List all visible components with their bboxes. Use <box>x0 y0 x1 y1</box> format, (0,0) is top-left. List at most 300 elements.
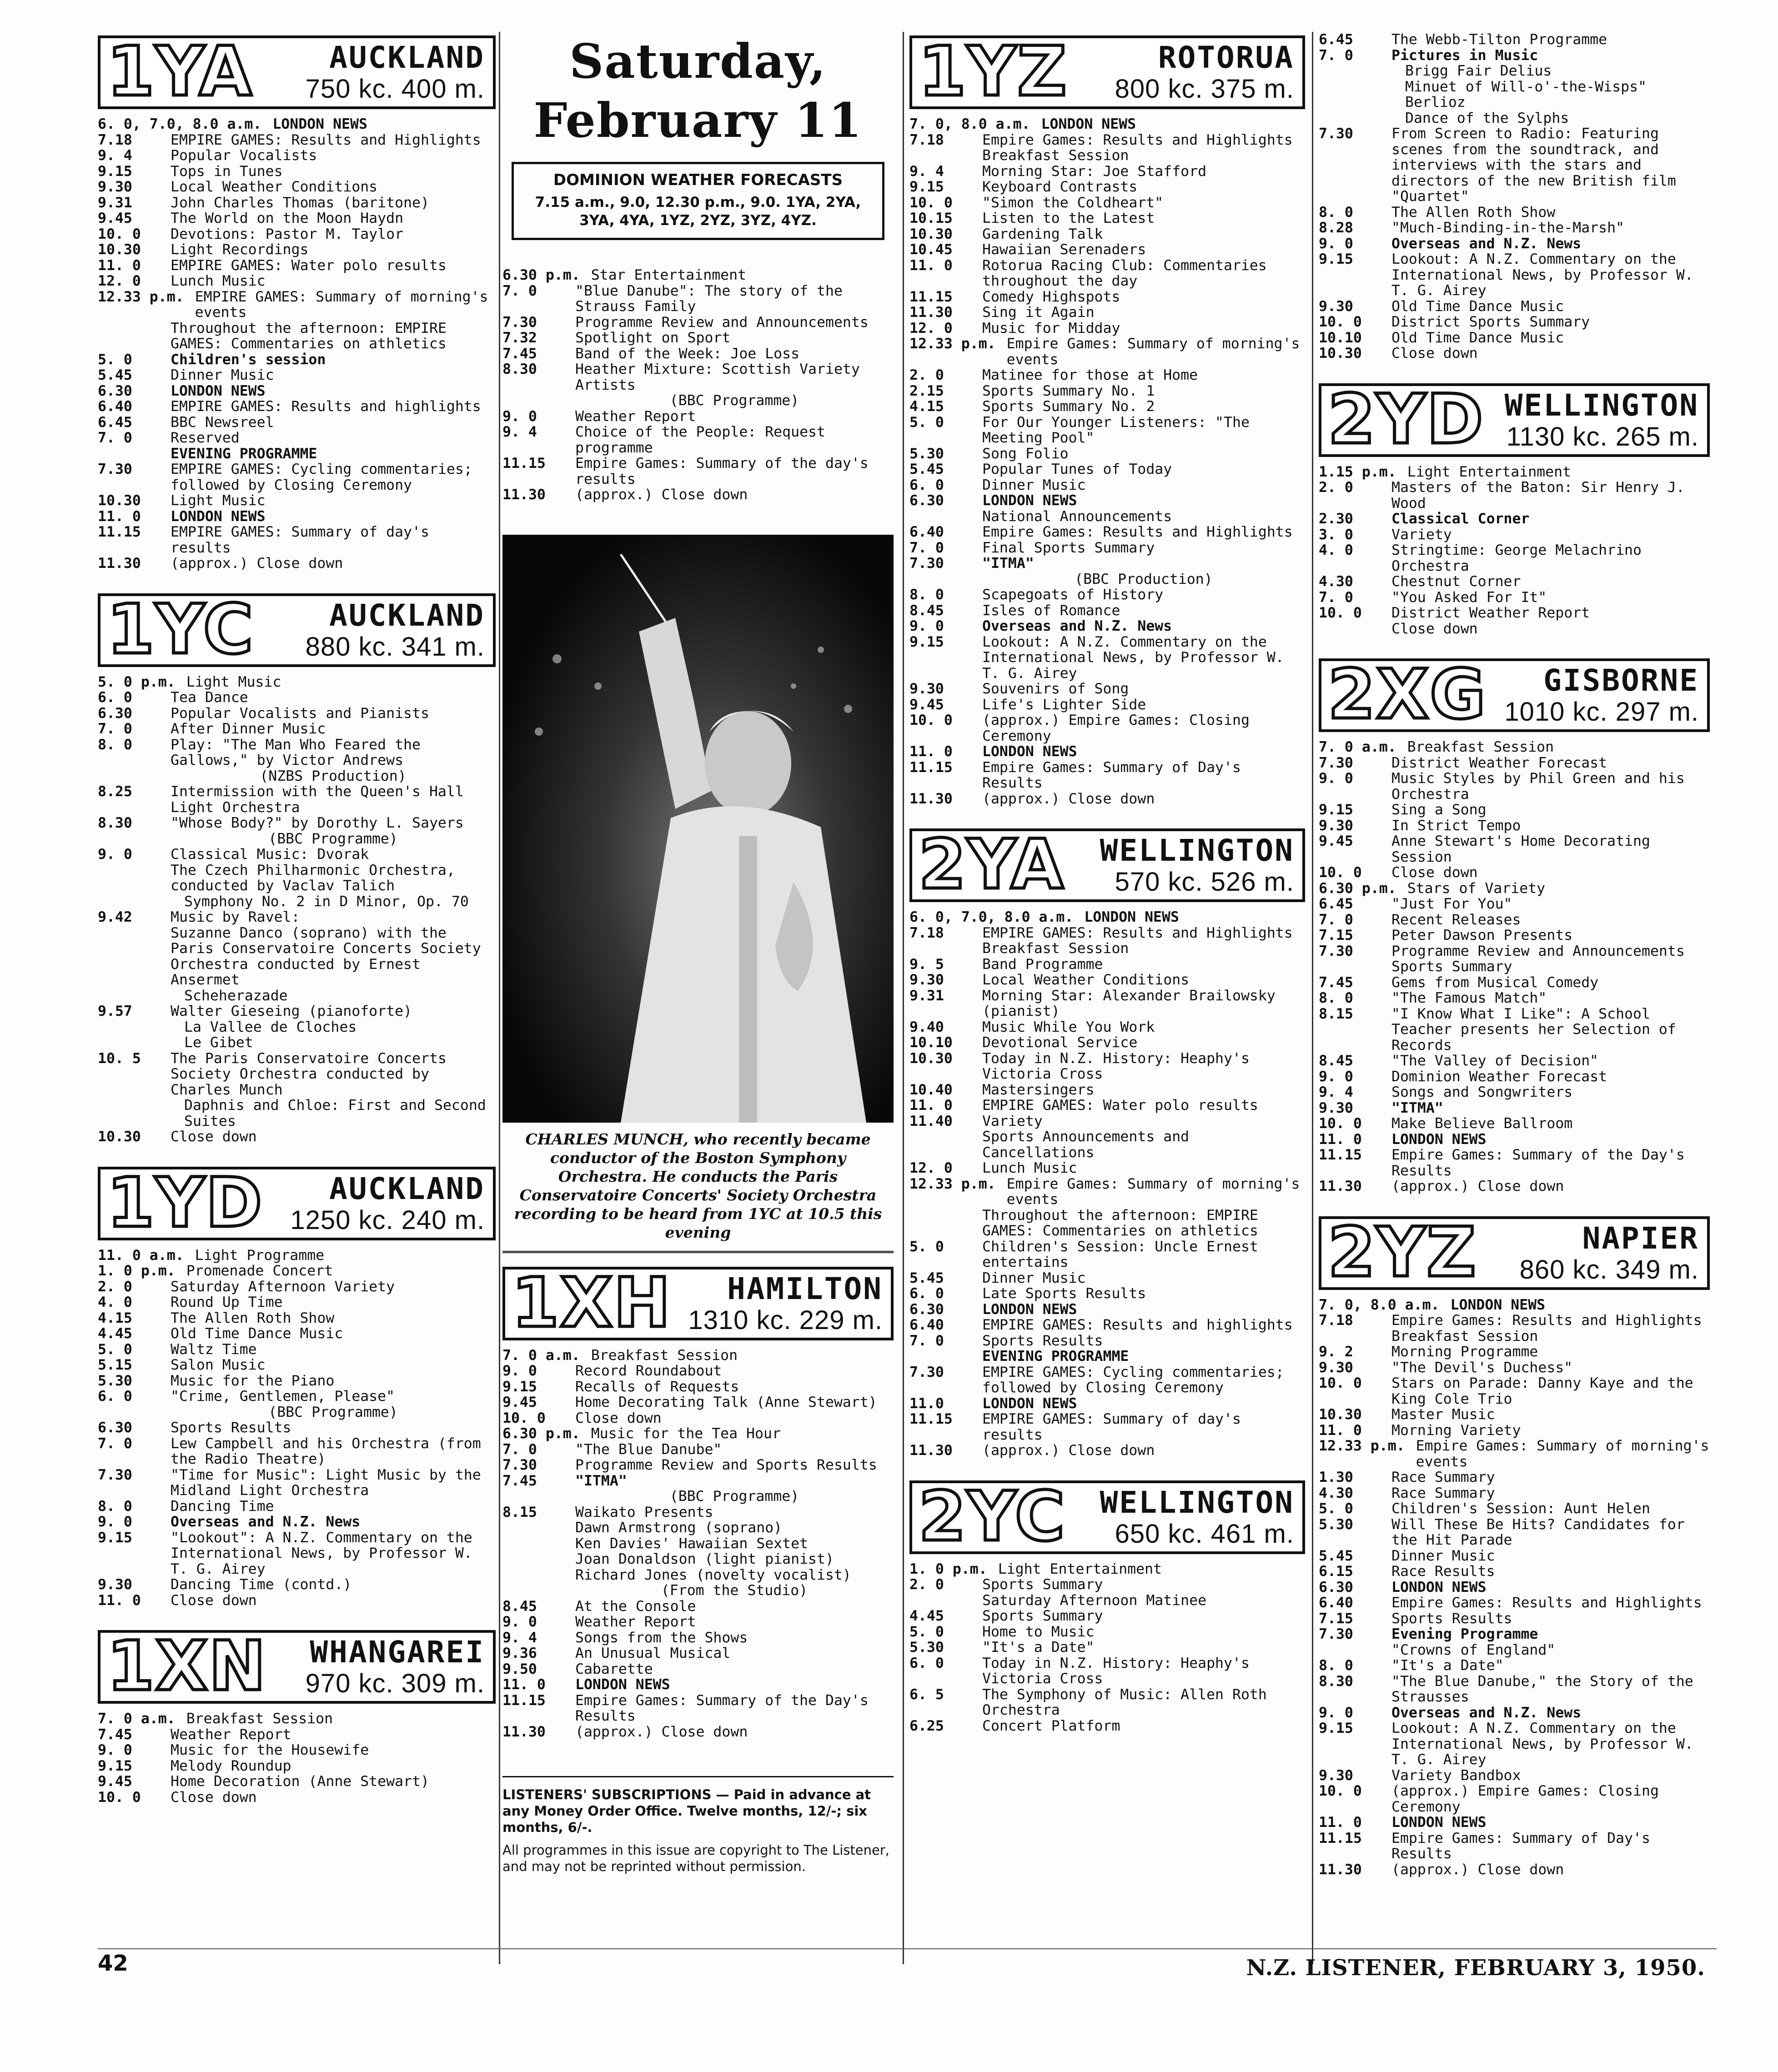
programme-item <box>909 618 1305 634</box>
programme-title: District Weather Report <box>1391 605 1590 621</box>
station-block <box>98 32 496 590</box>
programme-title: Dancing Time (contd.) <box>171 1576 352 1593</box>
programme-title: Overseas and N.Z. News <box>1391 1704 1582 1721</box>
block-spacer <box>1319 1194 1710 1213</box>
programme-item <box>1319 1783 1710 1815</box>
programme-item <box>1319 126 1710 205</box>
programme-title: Gardening Talk <box>982 226 1103 242</box>
programme-title: Minuet of Will-o'-the-Wisps" Berlioz <box>1405 78 1647 110</box>
programme-title: Home to Music <box>982 1623 1095 1640</box>
programme-item <box>98 258 496 274</box>
weather-heading: DOMINION WEATHER FORECASTS <box>553 171 843 189</box>
programme-time: 7.45 <box>502 1472 537 1489</box>
programme-item <box>909 972 1305 988</box>
programme-time: 9.36 <box>502 1645 537 1661</box>
block-spacer <box>1319 1877 1710 1896</box>
programme-list <box>909 909 1305 1459</box>
programme-item <box>98 1357 496 1373</box>
programme-title: LONDON NEWS <box>1391 1814 1487 1831</box>
programme-time: 11.30 <box>1319 1178 1362 1194</box>
programme-title: (approx.) Close down <box>575 1723 748 1740</box>
programme-title: Stars of Variety <box>1407 880 1546 897</box>
programme-item <box>909 399 1305 415</box>
programme-item <box>98 1727 496 1743</box>
station-callsign: 1XN <box>107 1627 267 1706</box>
programme-item <box>98 706 496 722</box>
programme-time: 6. 0, 7.0, 8.0 a.m. <box>98 116 262 132</box>
programme-item <box>1319 1721 1710 1768</box>
programme-title: (approx.) Empire Games: Closing Ceremony <box>982 712 1250 744</box>
programme-time: 10. 0 <box>1319 1115 1362 1132</box>
programme-time: 6.40 <box>98 398 132 415</box>
station-block <box>1319 1213 1710 1896</box>
programme-title: Devotional Service <box>982 1034 1138 1051</box>
programme-item <box>1319 1705 1710 1721</box>
programme-title: Listen to the Latest <box>982 210 1155 226</box>
programme-time: 7. 0 a.m. <box>98 1711 176 1727</box>
programme-title: Will These Be Hits? Candidates for the Hit Parade <box>1391 1516 1685 1548</box>
programme-title: (BBC Programme) <box>268 830 398 847</box>
programme-time: 9.15 <box>98 1529 132 1546</box>
programme-time: 9.15 <box>502 1378 537 1395</box>
programme-title: Walter Gieseing (pianoforte) <box>171 1003 412 1019</box>
programme-title: Anne Stewart's Home Decorating Session <box>1391 833 1650 865</box>
programme-time: 7.30 <box>909 1364 944 1380</box>
programme-item <box>909 791 1305 807</box>
programme-title: Heather Mixture: Scottish Variety Artists <box>575 361 860 393</box>
programme-item <box>909 1349 1305 1365</box>
programme-time: 10.30 <box>98 241 141 258</box>
programme-item <box>98 1019 496 1035</box>
programme-title: Empire Games: Summary of Day's Results <box>982 759 1241 791</box>
programme-time: 8. 0 <box>909 587 944 603</box>
programme-time <box>502 1536 575 1552</box>
programme-time: 11. 0 <box>909 1097 953 1114</box>
programme-item <box>909 321 1305 336</box>
programme-time: 5. 0 <box>98 1341 132 1358</box>
photo-caption: CHARLES MUNCH, who recently became conductor of the Boston Symphony Orchestra. He conducts the Paris Conservatoire Concerts' Society Orchestra recording to be heard from 1YC at 10.5 this evening <box>502 1123 894 1253</box>
programme-item <box>909 744 1305 760</box>
programme-time: 12. 0 <box>98 273 141 289</box>
programme-item <box>909 540 1305 556</box>
programme-time: 8.30 <box>502 361 537 377</box>
programme-time: 12. 0 <box>909 320 953 336</box>
programme-title: Scapegoats of History <box>982 587 1164 603</box>
programme-item <box>98 179 496 195</box>
copyright-text: All programmes in this issue are copyright to The Listener, and may not be reprinted without permission. <box>502 1842 889 1874</box>
programme-title: Weather Report <box>171 1726 291 1743</box>
programme-item <box>1319 1674 1710 1705</box>
programme-time: 1. 0 p.m. <box>98 1263 176 1279</box>
programme-item <box>98 988 496 1004</box>
programme-title: Home Decoration (Anne Stewart) <box>171 1773 429 1790</box>
subscription-notice <box>502 1776 894 1875</box>
programme-time: 8.45 <box>1319 1053 1353 1069</box>
programme-time: 5. 0 <box>909 1623 944 1640</box>
programme-title: LONDON NEWS <box>171 508 266 525</box>
programme-time: 6. 0 <box>909 1655 944 1671</box>
column-3 <box>909 32 1305 1752</box>
station-callsign: 2XG <box>1328 655 1487 734</box>
programme-title: (approx.) Empire Games: Closing Ceremony <box>1391 1783 1659 1815</box>
station-callsign: 2YC <box>919 1477 1066 1556</box>
programme-title: Play: "The Man Who Feared the Gallows," by Victor Andrews <box>171 736 421 768</box>
programme-title: "It's a Date" <box>982 1639 1095 1656</box>
programme-time: 9.30 <box>1319 1359 1353 1376</box>
programme-time: 7. 0 a.m. <box>1319 739 1396 755</box>
programme-item <box>1319 755 1710 771</box>
programme-title: Dinner Music <box>982 1269 1086 1286</box>
programme-item <box>1319 975 1710 991</box>
programme-time: 8. 0 <box>98 736 132 753</box>
programme-time: 9.30 <box>98 179 132 195</box>
programme-item <box>1319 220 1710 236</box>
programme-title: Dancing Time <box>171 1498 274 1515</box>
programme-item <box>909 760 1305 791</box>
weather-forecast-box <box>512 162 884 240</box>
station-city: WELLINGTON <box>1100 1485 1294 1520</box>
programme-list <box>502 267 894 503</box>
programme-time <box>98 1405 171 1420</box>
programme-title: Morning Star: Alexander Brailowsky (pianist) <box>982 987 1276 1019</box>
programme-item <box>502 1567 894 1583</box>
programme-title: The Allen Roth Show <box>171 1309 335 1326</box>
programme-title: Music for the Housewife <box>171 1742 369 1758</box>
programme-time <box>909 941 982 957</box>
programme-time: 9.30 <box>1319 298 1353 315</box>
programme-item <box>909 681 1305 697</box>
programme-list <box>502 1348 894 1740</box>
programme-title: "Time for Music": Light Music by the Midland Light Orchestra <box>171 1466 481 1499</box>
station-continuation <box>502 267 894 521</box>
station-frequency: 750 kc. 400 m. <box>305 74 485 104</box>
programme-item <box>98 690 496 706</box>
programme-time: 8.45 <box>502 1598 537 1615</box>
programme-title: Local Weather Conditions <box>171 179 378 195</box>
block-spacer <box>98 1805 496 1823</box>
programme-time: 11. 0 <box>909 743 953 760</box>
programme-time: 8.30 <box>98 815 132 831</box>
programme-time: 9. 0 <box>98 1514 132 1530</box>
programme-item <box>909 1160 1305 1176</box>
programme-time: 11.15 <box>98 524 141 540</box>
programme-title: Dance of the Sylphs <box>1405 110 1569 126</box>
programme-time: 10. 0 <box>502 1410 546 1426</box>
station-block <box>909 825 1305 1477</box>
programme-time: 6.30 p.m. <box>502 267 580 283</box>
programme-title: Home Decorating Talk (Anne Stewart) <box>575 1394 877 1410</box>
programme-item <box>1319 771 1710 802</box>
programme-item <box>1319 346 1710 361</box>
programme-item <box>98 1742 496 1758</box>
programme-title: Songs and Songwriters <box>1391 1084 1573 1100</box>
programme-title: Music for the Piano <box>171 1372 335 1389</box>
programme-title: (approx.) Close down <box>1391 1861 1564 1878</box>
programme-item <box>909 383 1305 399</box>
programme-item <box>98 1310 496 1326</box>
programme-time: 10. 0 <box>98 1789 141 1806</box>
block-spacer <box>909 1459 1305 1477</box>
programme-list <box>98 1248 496 1609</box>
station-callsign: 2YA <box>919 825 1065 904</box>
programme-item <box>98 1467 496 1499</box>
programme-time: 9.30 <box>1319 1099 1353 1116</box>
programme-time: 11.30 <box>1319 1861 1362 1878</box>
programme-time: 6.30 p.m. <box>1319 880 1396 897</box>
programme-title: (BBC Programme) <box>268 1404 398 1420</box>
programme-title: Choice of the People: Request programme <box>575 424 825 456</box>
programme-time: 5.45 <box>909 1269 944 1286</box>
programme-item <box>98 273 496 289</box>
programme-title: Music for the Tea Hour <box>591 1425 781 1442</box>
programme-title: Sports Summary No. 1 <box>982 382 1155 399</box>
programme-item <box>1319 1517 1710 1548</box>
programme-title: Empire Games: Summary of the Day's Results <box>575 1692 869 1724</box>
programme-item <box>1319 1642 1710 1658</box>
programme-time: 5. 0 <box>98 351 132 368</box>
programme-title: Dinner Music <box>982 477 1086 493</box>
station-header <box>502 1263 894 1343</box>
programme-item <box>909 289 1305 305</box>
column-1 <box>98 32 496 1823</box>
programme-item <box>98 1436 496 1467</box>
programme-title: Empire Games: Summary of the day's results <box>575 455 869 487</box>
programme-title: Devotions: Pastor M. Taylor <box>171 226 404 242</box>
programme-title: Breakfast Session <box>982 147 1129 164</box>
programme-title: Close down <box>575 1410 662 1426</box>
programme-item <box>502 1693 894 1724</box>
programme-title: Tops in Tunes <box>171 163 283 180</box>
programme-title: "Whose Body?" by Dorothy L. Sayers <box>171 815 464 831</box>
programme-list <box>909 116 1305 807</box>
programme-title: Masters of the Baton: Sir Henry J. Wood <box>1391 479 1685 512</box>
programme-title: Empire Games: Summary of morning's events <box>1416 1438 1709 1470</box>
programme-title: (BBC Production) <box>1075 571 1213 587</box>
programme-title: Band of the Week: Joe Loss <box>575 345 800 362</box>
programme-item <box>1319 63 1710 79</box>
programme-item <box>98 1711 496 1727</box>
programme-title: Dinner Music <box>171 367 274 383</box>
programme-time: 9.15 <box>909 179 944 195</box>
programme-item <box>1319 943 1710 959</box>
programme-item <box>1319 818 1710 834</box>
programme-time: 9.15 <box>1319 802 1353 818</box>
programme-time: 12.33 p.m. <box>1319 1438 1405 1454</box>
programme-item <box>1319 1485 1710 1501</box>
programme-title: Star Entertainment <box>591 267 747 283</box>
programme-item <box>1319 621 1710 637</box>
programme-title: Popular Tunes of Today <box>982 461 1172 477</box>
programme-title: After Dinner Music <box>171 721 326 737</box>
programme-time: 9.40 <box>909 1018 944 1035</box>
programme-time: 11.30 <box>909 790 953 807</box>
block-spacer <box>98 572 496 590</box>
programme-title: LONDON NEWS <box>1391 1579 1487 1595</box>
programme-time <box>1319 1642 1391 1658</box>
programme-time: 10.30 <box>1319 345 1362 361</box>
programme-time: 9.57 <box>98 1003 132 1019</box>
programme-title: (approx.) Close down <box>982 790 1155 807</box>
programme-time: 7.45 <box>98 1726 132 1743</box>
programme-title: Empire Games: Summary of morning's events <box>1006 336 1300 368</box>
programme-title: Promenade Concert <box>186 1263 333 1279</box>
programme-time: 4.15 <box>909 398 944 415</box>
programme-time <box>98 831 171 847</box>
programme-title: Sports Results <box>171 1420 291 1436</box>
programme-item <box>909 226 1305 242</box>
programme-title: (BBC Programme) <box>669 1488 799 1505</box>
programme-time: 1.30 <box>1319 1469 1353 1485</box>
programme-title: Race Summary <box>1391 1485 1495 1501</box>
programme-item <box>98 1790 496 1806</box>
programme-time <box>98 1035 171 1051</box>
programme-time <box>502 1489 575 1505</box>
programme-item <box>98 784 496 815</box>
programme-time <box>502 1551 575 1567</box>
programme-item <box>1319 1313 1710 1329</box>
station-header <box>98 32 496 111</box>
programme-item <box>98 195 496 211</box>
programme-item <box>1319 1423 1710 1439</box>
programme-title: Morning Variety <box>1391 1422 1521 1439</box>
programme-time: 9. 0 <box>502 408 537 425</box>
programme-item <box>909 462 1305 477</box>
programme-item <box>909 1608 1305 1624</box>
programme-item <box>502 1473 894 1489</box>
programme-title: Local Weather Conditions <box>982 972 1190 988</box>
programme-time: 1.15 p.m. <box>1319 463 1396 480</box>
programme-time: 11.15 <box>502 455 546 472</box>
programme-title: "ITMA" <box>982 555 1034 572</box>
programme-title: Light Entertainment <box>998 1560 1162 1577</box>
programme-item <box>1319 574 1710 590</box>
station-city: GISBORNE <box>1543 663 1699 698</box>
programme-time: 6. 0, 7.0, 8.0 a.m. <box>909 909 1074 925</box>
programme-title: From Screen to Radio: Featuring scenes from the soundtrack, and interviews with the stars and directors of the new British film "Quartet" <box>1391 125 1676 205</box>
programme-title: Race Summary <box>1391 1469 1495 1485</box>
programme-item <box>909 1411 1305 1443</box>
programme-item <box>1319 1611 1710 1627</box>
station-header <box>1319 380 1710 459</box>
programme-item <box>1319 480 1710 511</box>
programme-time: 11. 0 <box>98 257 141 274</box>
programme-title: La Vallee de Cloches <box>184 1018 357 1035</box>
programme-item <box>909 909 1305 925</box>
programme-time: 9. 0 <box>1319 770 1353 787</box>
programme-item <box>98 1389 496 1405</box>
programme-list <box>98 674 496 1145</box>
station-header <box>98 1627 496 1706</box>
programme-title: Symphony No. 2 in D Minor, Op. 70 <box>184 893 469 910</box>
programme-title: Stringtime: George Melachrino Orchestra <box>1391 542 1642 574</box>
station-frequency: 800 kc. 375 m. <box>1115 74 1294 104</box>
programme-title: National Announcements <box>982 508 1172 525</box>
programme-item <box>909 1656 1305 1687</box>
programme-title: Close down <box>171 1592 257 1609</box>
programme-item <box>909 1051 1305 1082</box>
programme-title: Lunch Music <box>982 1160 1077 1176</box>
programme-time: 11.30 <box>909 304 953 321</box>
programme-time: 6.30 <box>909 1301 944 1318</box>
programme-item <box>502 1677 894 1693</box>
block-spacer <box>909 1734 1305 1752</box>
programme-time: 9.15 <box>1319 251 1353 267</box>
column-4 <box>1319 32 1710 1896</box>
programme-item <box>98 894 496 910</box>
programme-title: Saturday Afternoon Variety <box>171 1278 395 1295</box>
programme-title: LONDON NEWS <box>1391 1131 1487 1148</box>
programme-item <box>909 925 1305 941</box>
station-block <box>1319 655 1710 1213</box>
programme-item <box>909 1333 1305 1349</box>
programme-time: 10. 0 <box>1319 1375 1362 1391</box>
programme-item <box>909 116 1305 132</box>
programme-title: Light Music <box>171 492 266 509</box>
programme-time: 4.30 <box>1319 1485 1353 1501</box>
programme-title: Salon Music <box>171 1357 266 1373</box>
programme-title: "The Blue Danube" <box>575 1441 722 1458</box>
programme-time: 11.0 <box>909 1395 944 1412</box>
station-frequency: 970 kc. 309 m. <box>305 1669 485 1698</box>
programme-title: Lookout: A N.Z. Commentary on the International News, by Professor W. T. G. Airey <box>1391 251 1693 299</box>
programme-time: 7. 0 <box>1319 911 1353 928</box>
programme-item <box>909 509 1305 525</box>
programme-time: 2.30 <box>1319 511 1353 527</box>
programme-title: (NZBS Production) <box>260 768 407 784</box>
station-block <box>98 1627 496 1823</box>
programme-item <box>98 1577 496 1593</box>
programme-item <box>1319 299 1710 315</box>
block-spacer <box>1319 637 1710 655</box>
programme-item <box>1319 865 1710 881</box>
programme-time: 5.15 <box>98 1357 132 1373</box>
programme-time <box>502 1567 575 1583</box>
programme-title: "Blue Danube": The story of the Strauss Family <box>575 282 843 315</box>
programme-item <box>909 1270 1305 1286</box>
programme-time: 4.15 <box>98 1309 132 1326</box>
station-header <box>98 1163 496 1243</box>
programme-title: "I Know What I Like": A School Teacher presents her Selection of Records <box>1391 1005 1676 1054</box>
programme-title: District Sports Summary <box>1391 314 1590 330</box>
programme-title: EVENING PROGRAMME <box>171 445 317 462</box>
programme-time: 5. 0 p.m. <box>98 673 176 690</box>
programme-time <box>1319 63 1391 79</box>
programme-title: EMPIRE GAMES: Summary of day's results <box>171 524 429 556</box>
programme-item <box>502 1551 894 1567</box>
programme-time: 7.30 <box>1319 1626 1353 1642</box>
programme-time <box>98 894 171 910</box>
programme-item <box>98 226 496 242</box>
programme-time: 9.15 <box>98 1757 132 1774</box>
programme-time: 9. 2 <box>1319 1344 1353 1360</box>
programme-title: The Allen Roth Show <box>1391 204 1556 221</box>
programme-time: 7.30 <box>1319 125 1353 142</box>
programme-title: Light Entertainment <box>1407 463 1572 480</box>
programme-item <box>909 132 1305 148</box>
programme-title: Daphnis and Chloe: First and Second Suites <box>184 1097 486 1129</box>
programme-title: EMPIRE GAMES: Results and Highlights <box>982 924 1293 941</box>
programme-item <box>98 116 496 132</box>
programme-title: EMPIRE GAMES: Summary of day's results <box>982 1411 1241 1443</box>
programme-title: "The Blue Danube," the Story of the Strausses <box>1391 1673 1693 1705</box>
programme-item <box>1319 1595 1710 1611</box>
programme-time: 10.30 <box>98 492 141 509</box>
programme-time: 9.30 <box>1319 817 1353 834</box>
programme-item <box>98 556 496 572</box>
programme-time <box>909 1349 982 1365</box>
programme-item <box>909 1129 1305 1160</box>
programme-title: Joan Donaldson (light pianist) <box>575 1551 834 1567</box>
